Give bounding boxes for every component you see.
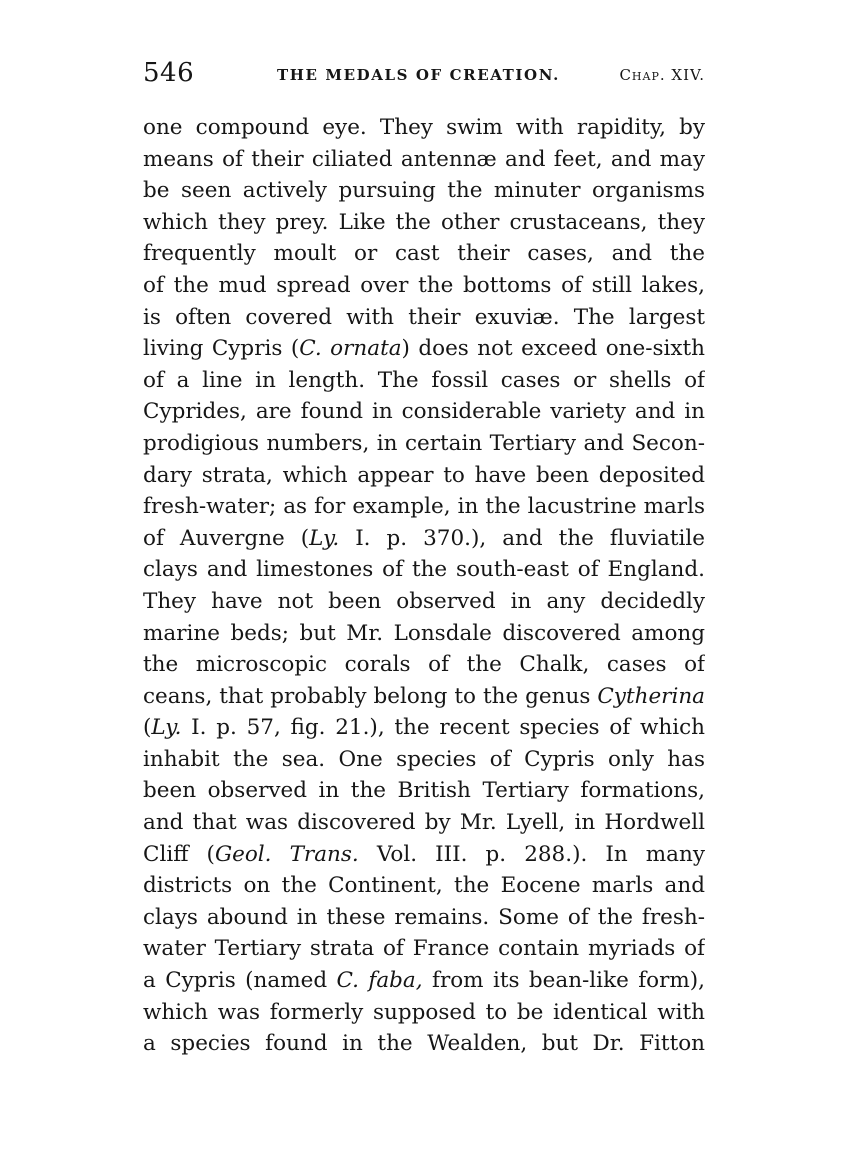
text-fragment: prodigious numbers, in certain Tertiary and Secon- (143, 430, 705, 456)
text-fragment: from its bean-like form), (422, 968, 705, 994)
text-fragment: is often covered with their exuviæ. The largest (143, 304, 705, 330)
text-fragment: of the mud spread over the bottoms of still lakes, (143, 272, 705, 298)
page-number: 546 (143, 58, 195, 88)
text-line (143, 807, 705, 839)
text-fragment: and that was discovered by Mr. Lyell, in Hordwell (143, 810, 705, 836)
text-fragment: of Auvergne ( (143, 525, 310, 551)
text-fragment: inhabit the sea. One species of Cypris only has (143, 746, 705, 772)
text-fragment: clays and limestones of the south-east of England. (143, 557, 705, 583)
text-fragment: frequently moult or cast their cases, and the (143, 241, 705, 267)
text-fragment: which they prey. Like the other crustaceans, they (143, 209, 705, 235)
text-fragment: ceans, that probably belong to the genus (143, 683, 598, 709)
text-line (143, 902, 705, 934)
text-line (143, 270, 705, 302)
text-fragment: of a line in length. The fossil cases or shells of (143, 367, 705, 393)
text-fragment: been observed in the British Tertiary formations, (143, 778, 705, 804)
italic-text: C. faba, (336, 968, 423, 994)
body-text (143, 112, 705, 1060)
italic-text: Geol. Trans. (214, 841, 359, 867)
text-line (143, 586, 705, 618)
italic-text: Cytherina (597, 683, 705, 709)
text-line (143, 365, 705, 397)
text-fragment: a Cypris (named (143, 968, 337, 994)
text-line (143, 207, 705, 239)
text-line (143, 112, 705, 144)
text-line (143, 744, 705, 776)
text-line (143, 997, 705, 1029)
text-line (143, 396, 705, 428)
text-line (143, 428, 705, 460)
text-line (143, 965, 705, 997)
text-line (143, 775, 705, 807)
running-head (143, 58, 705, 98)
text-fragment: Cliff ( (143, 841, 215, 867)
text-fragment: fresh-water; as for example, in the lacustrine marls (143, 494, 705, 520)
text-fragment: which was formerly supposed to be identical with (143, 999, 705, 1025)
text-fragment: districts on the Continent, the Eocene marls and (143, 873, 705, 899)
text-line (143, 681, 705, 713)
italic-text: Ly. (151, 715, 182, 741)
text-line (143, 523, 705, 555)
text-fragment: the microscopic corals of the Chalk, cases of (143, 652, 705, 678)
italic-text: Ly. (309, 525, 340, 551)
text-fragment: ) does not exceed one-sixth (401, 336, 705, 362)
text-fragment: living Cypris ( (143, 336, 300, 362)
text-line (143, 712, 705, 744)
text-line (143, 933, 705, 965)
text-fragment: clays abound in these remains. Some of the fresh- (143, 904, 705, 930)
text-fragment: means of their ciliated antennæ and feet, and may (143, 146, 705, 172)
text-fragment: be seen actively pursuing the minuter organisms (143, 178, 705, 204)
italic-text: C. ornata (299, 336, 402, 362)
text-line (143, 333, 705, 365)
text-fragment: I. p. 57, fig. 21.), the recent species of which (181, 715, 705, 741)
text-line (143, 302, 705, 334)
text-fragment: one compound eye. They swim with rapidity, by (143, 115, 705, 140)
text-fragment: Cyprides, are found in considerable variety and in (143, 399, 705, 425)
text-fragment: marine beds; but Mr. Lonsdale discovered among (143, 620, 705, 646)
text-line (143, 1028, 705, 1060)
text-fragment: Vol. III. p. 288.). In many (358, 841, 705, 867)
text-fragment: a species found in the Wealden, but Dr. Fitton (143, 1031, 705, 1057)
text-line (143, 144, 705, 176)
text-line (143, 238, 705, 270)
text-fragment: ( (143, 715, 152, 741)
text-fragment: water Tertiary strata of France contain myriads of (143, 936, 705, 962)
text-line (143, 175, 705, 207)
text-line (143, 618, 705, 650)
text-line (143, 554, 705, 586)
text-line (143, 649, 705, 681)
text-line (143, 491, 705, 523)
text-line (143, 870, 705, 902)
text-fragment: dary strata, which appear to have been deposited (143, 462, 705, 488)
text-line (143, 839, 705, 871)
text-fragment: I. p. 370.), and the fluviatile (339, 525, 705, 551)
text-line (143, 460, 705, 492)
text-fragment: They have not been observed in any decidedly (143, 588, 705, 614)
chapter-reference: Chap. XIV. (619, 66, 705, 84)
running-title: THE MEDALS OF CREATION. (277, 66, 560, 84)
